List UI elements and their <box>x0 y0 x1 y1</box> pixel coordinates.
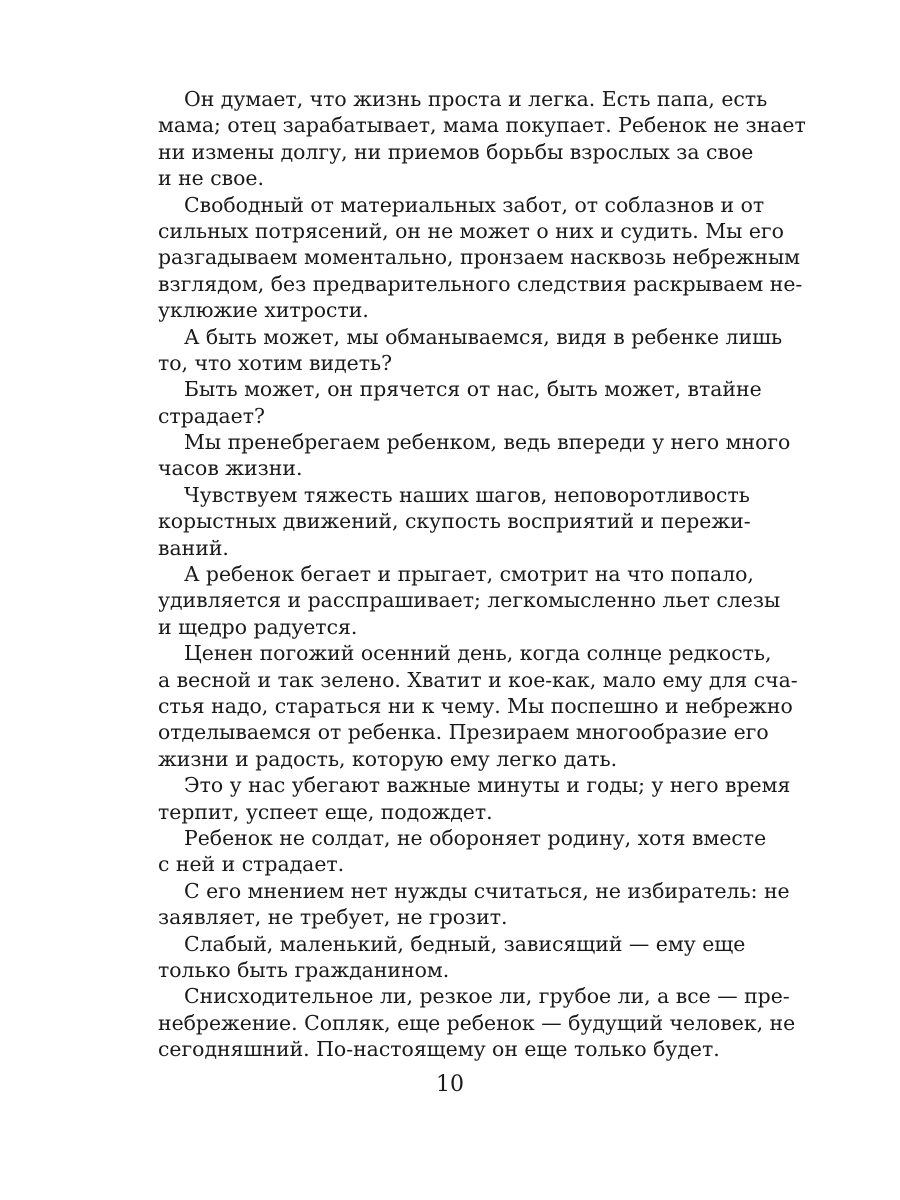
paragraph-4 <box>158 376 762 429</box>
text-line: уклюжие хитрости. <box>158 298 369 323</box>
text-line: Ценен погожий осенний день, когда солнце редкость, <box>184 641 772 666</box>
text-line: Чувствуем тяжесть наших шагов, неповоротливость <box>184 482 750 507</box>
text-line: терпит, успеет еще, подождет. <box>158 799 493 824</box>
text-line: Ребенок не солдат, не обороняет родину, хотя вместе <box>184 825 767 850</box>
paragraph-11 <box>158 878 790 931</box>
text-line: жизни и радость, которую ему легко дать. <box>158 746 618 771</box>
text-line: заявляет, не требует, не грозит. <box>158 905 508 930</box>
text-line: сегодняшний. По-настоящему он еще только будет. <box>158 1037 720 1062</box>
text-line: А быть может, мы обманываемся, видя в ребенке лишь <box>184 324 783 349</box>
paragraph-5 <box>158 429 791 482</box>
text-line: и не свое. <box>158 166 264 191</box>
text-line: разгадываем моментально, пронзаем насквозь небрежным <box>158 245 801 270</box>
text-line: мама; отец зарабатывает, мама покупает. Ребенок не знает <box>158 113 806 138</box>
text-line: то, что хотим видеть? <box>158 350 393 375</box>
paragraph-9 <box>158 772 791 825</box>
text-line: А ребенок бегает и прыгает, смотрит на что попало, <box>184 562 754 587</box>
text-line: Мы пренебрегаем ребенком, ведь впереди у него много <box>184 430 791 455</box>
page-number: 10 <box>436 1072 464 1097</box>
paragraph-2 <box>158 192 803 324</box>
text-line: а весной и так зелено. Хватит и кое-как, мало ему для сча- <box>158 667 798 692</box>
paragraph-10 <box>158 825 767 878</box>
text-line: Снисходительное ли, резкое ли, грубое ли, а все — пре- <box>184 984 790 1009</box>
text-line: небрежение. Сопляк, еще ребенок — будущий человек, не <box>158 1010 796 1035</box>
text-line: взглядом, без предварительного следствия раскрываем не- <box>158 271 803 296</box>
text-line: ни измены долгу, ни приемов борьбы взрослых за свое <box>158 139 754 164</box>
paragraph-3 <box>158 324 783 377</box>
text-line: с ней и страдает. <box>158 852 345 877</box>
text-line: С его мнением нет нужды считаться, не избиратель: не <box>184 878 790 903</box>
text-line: ваний. <box>158 535 229 560</box>
paragraph-12 <box>158 931 746 984</box>
text-line: Слабый, маленький, бедный, зависящий — ему еще <box>184 931 746 956</box>
paragraph-7 <box>158 561 781 640</box>
paragraph-13 <box>158 983 796 1062</box>
text-line: только быть гражданином. <box>158 957 450 982</box>
text-line: стья надо, стараться ни к чему. Мы поспешно и небрежно <box>158 693 793 718</box>
text-line: корыстных движений, скупость восприятий и пережи- <box>158 509 751 534</box>
text-line: часов жизни. <box>158 456 303 481</box>
text-line: Свободный от материальных забот, от соблазнов и от <box>184 192 765 217</box>
paragraph-1 <box>158 86 806 192</box>
text-line: удивляется и расспрашивает; легкомысленно льет слезы <box>158 588 781 613</box>
page-body <box>158 86 806 1062</box>
text-line: Быть может, он прячется от нас, быть может, втайне <box>184 377 762 402</box>
text-line: отделываемся от ребенка. Презираем многообразие его <box>158 720 769 745</box>
paragraph-6 <box>158 482 751 561</box>
text-line: страдает? <box>158 403 265 428</box>
text-line: Это у нас убегают важные минуты и годы; у него время <box>184 773 791 798</box>
text-line: Он думает, что жизнь проста и легка. Есть папа, есть <box>184 87 768 111</box>
paragraph-8 <box>158 640 798 772</box>
text-line: сильных потрясений, он не может о них и судить. Мы его <box>158 218 784 243</box>
text-line: и щедро радуется. <box>158 614 358 639</box>
